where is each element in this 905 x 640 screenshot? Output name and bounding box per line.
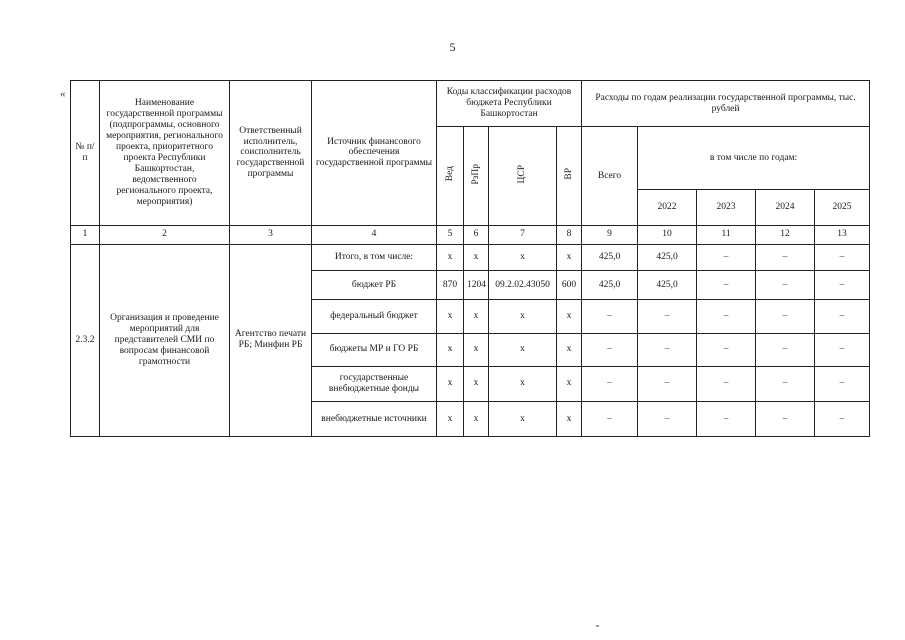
code-ved: 870 [437, 271, 464, 300]
col-number: 8 [557, 225, 582, 244]
source-name: бюджеты МР и ГО РБ [312, 334, 437, 367]
header-year-2024: 2024 [756, 190, 815, 226]
code-ved: x [437, 300, 464, 334]
header-col-num: № п/п [71, 81, 100, 226]
column-number-row [71, 225, 870, 244]
col-number: 9 [582, 225, 638, 244]
header-by-years: в том числе по годам: [638, 127, 870, 190]
col-number: 10 [638, 225, 697, 244]
code-vr: x [557, 402, 582, 437]
amount-2024: – [756, 244, 815, 270]
amount-total: 425,0 [582, 271, 638, 300]
code-csr: x [489, 402, 557, 437]
code-csr: x [489, 366, 557, 402]
header-col-source: Источник финансового обеспечения государственной программы [312, 81, 437, 226]
col-number: 11 [697, 225, 756, 244]
amount-2023: – [697, 402, 756, 437]
amount-2024: – [756, 300, 815, 334]
code-vr: x [557, 334, 582, 367]
amount-2024: – [756, 402, 815, 437]
code-rzpr: x [464, 300, 489, 334]
code-ved: x [437, 402, 464, 437]
source-name: федеральный бюджет [312, 300, 437, 334]
amount-2023: – [697, 300, 756, 334]
header-expenses-group: Расходы по годам реализации государственной программы, тыс. рублей [582, 81, 870, 127]
header-year-2023: 2023 [697, 190, 756, 226]
code-csr: x [489, 334, 557, 367]
scan-speck [596, 625, 599, 627]
amount-2022: 425,0 [638, 244, 697, 270]
col-number: 5 [437, 225, 464, 244]
amount-2022: – [638, 402, 697, 437]
page-number: 5 [449, 40, 456, 54]
source-name: внебюджетные источники [312, 402, 437, 437]
amount-2022: – [638, 334, 697, 367]
amount-2024: – [756, 366, 815, 402]
header-code-csr [489, 127, 557, 226]
amount-total: – [582, 334, 638, 367]
budget-program-table [70, 80, 870, 437]
amount-2025: – [815, 271, 870, 300]
code-vr: x [557, 244, 582, 270]
amount-2023: – [697, 366, 756, 402]
amount-2022: – [638, 300, 697, 334]
amount-2024: – [756, 271, 815, 300]
header-total: Всего [582, 127, 638, 226]
code-vr: x [557, 366, 582, 402]
header-col-executor: Ответственный исполнитель, соисполнитель государственной программы [230, 81, 312, 226]
col-number: 4 [312, 225, 437, 244]
entry-name: Организация и проведение мероприятий для представителей СМИ по вопросам финансовой грамотности [100, 244, 230, 436]
code-ved: x [437, 244, 464, 270]
header-code-vr [557, 127, 582, 226]
table-row [71, 244, 870, 270]
amount-2025: – [815, 244, 870, 270]
amount-total: 425,0 [582, 244, 638, 270]
entry-number: 2.3.2 [71, 244, 100, 436]
amount-2025: – [815, 300, 870, 334]
header-code-rzpr [464, 127, 489, 226]
code-csr: 09.2.02.43050 [489, 271, 557, 300]
entry-executor: Агентство печати РБ; Минфин РБ [230, 244, 312, 436]
amount-2022: 425,0 [638, 271, 697, 300]
header-code-csr-label: ЦСР [517, 164, 528, 184]
code-csr: x [489, 244, 557, 270]
col-number: 1 [71, 225, 100, 244]
source-name: государственные внебюджетные фонды [312, 366, 437, 402]
amount-2024: – [756, 334, 815, 367]
code-ved: x [437, 366, 464, 402]
header-code-vr-label: ВР [563, 168, 574, 180]
header-code-rzpr-label: РзПр [470, 163, 481, 185]
col-number: 6 [464, 225, 489, 244]
amount-2022: – [638, 366, 697, 402]
amount-total: – [582, 366, 638, 402]
col-number: 2 [100, 225, 230, 244]
amount-2023: – [697, 244, 756, 270]
header-code-ved-label: Вед [444, 166, 455, 182]
header-code-ved [437, 127, 464, 226]
amount-2023: – [697, 334, 756, 367]
col-number: 7 [489, 225, 557, 244]
code-rzpr: x [464, 334, 489, 367]
header-year-2025: 2025 [815, 190, 870, 226]
code-rzpr: x [464, 244, 489, 270]
source-name: Итого, в том числе: [312, 244, 437, 270]
code-ved: x [437, 334, 464, 367]
amount-2023: – [697, 271, 756, 300]
code-vr: x [557, 300, 582, 334]
header-col-name: Наименование государственной программы (подпрограммы, основного мероприятия, регионального проекта, приоритетного проекта Республики Башкортостан, ведомственного регионального проекта, мероприятия) [100, 81, 230, 226]
code-rzpr: 1204 [464, 271, 489, 300]
source-name: бюджет РБ [312, 271, 437, 300]
code-rzpr: x [464, 366, 489, 402]
amount-total: – [582, 402, 638, 437]
opening-quote-mark: « [60, 88, 66, 100]
header-codes-group: Коды классификации расходов бюджета Республики Башкортостан [437, 81, 582, 127]
col-number: 3 [230, 225, 312, 244]
amount-2025: – [815, 334, 870, 367]
amount-2025: – [815, 402, 870, 437]
col-number: 12 [756, 225, 815, 244]
code-csr: x [489, 300, 557, 334]
amount-total: – [582, 300, 638, 334]
code-vr: 600 [557, 271, 582, 300]
code-rzpr: x [464, 402, 489, 437]
col-number: 13 [815, 225, 870, 244]
amount-2025: – [815, 366, 870, 402]
header-year-2022: 2022 [638, 190, 697, 226]
